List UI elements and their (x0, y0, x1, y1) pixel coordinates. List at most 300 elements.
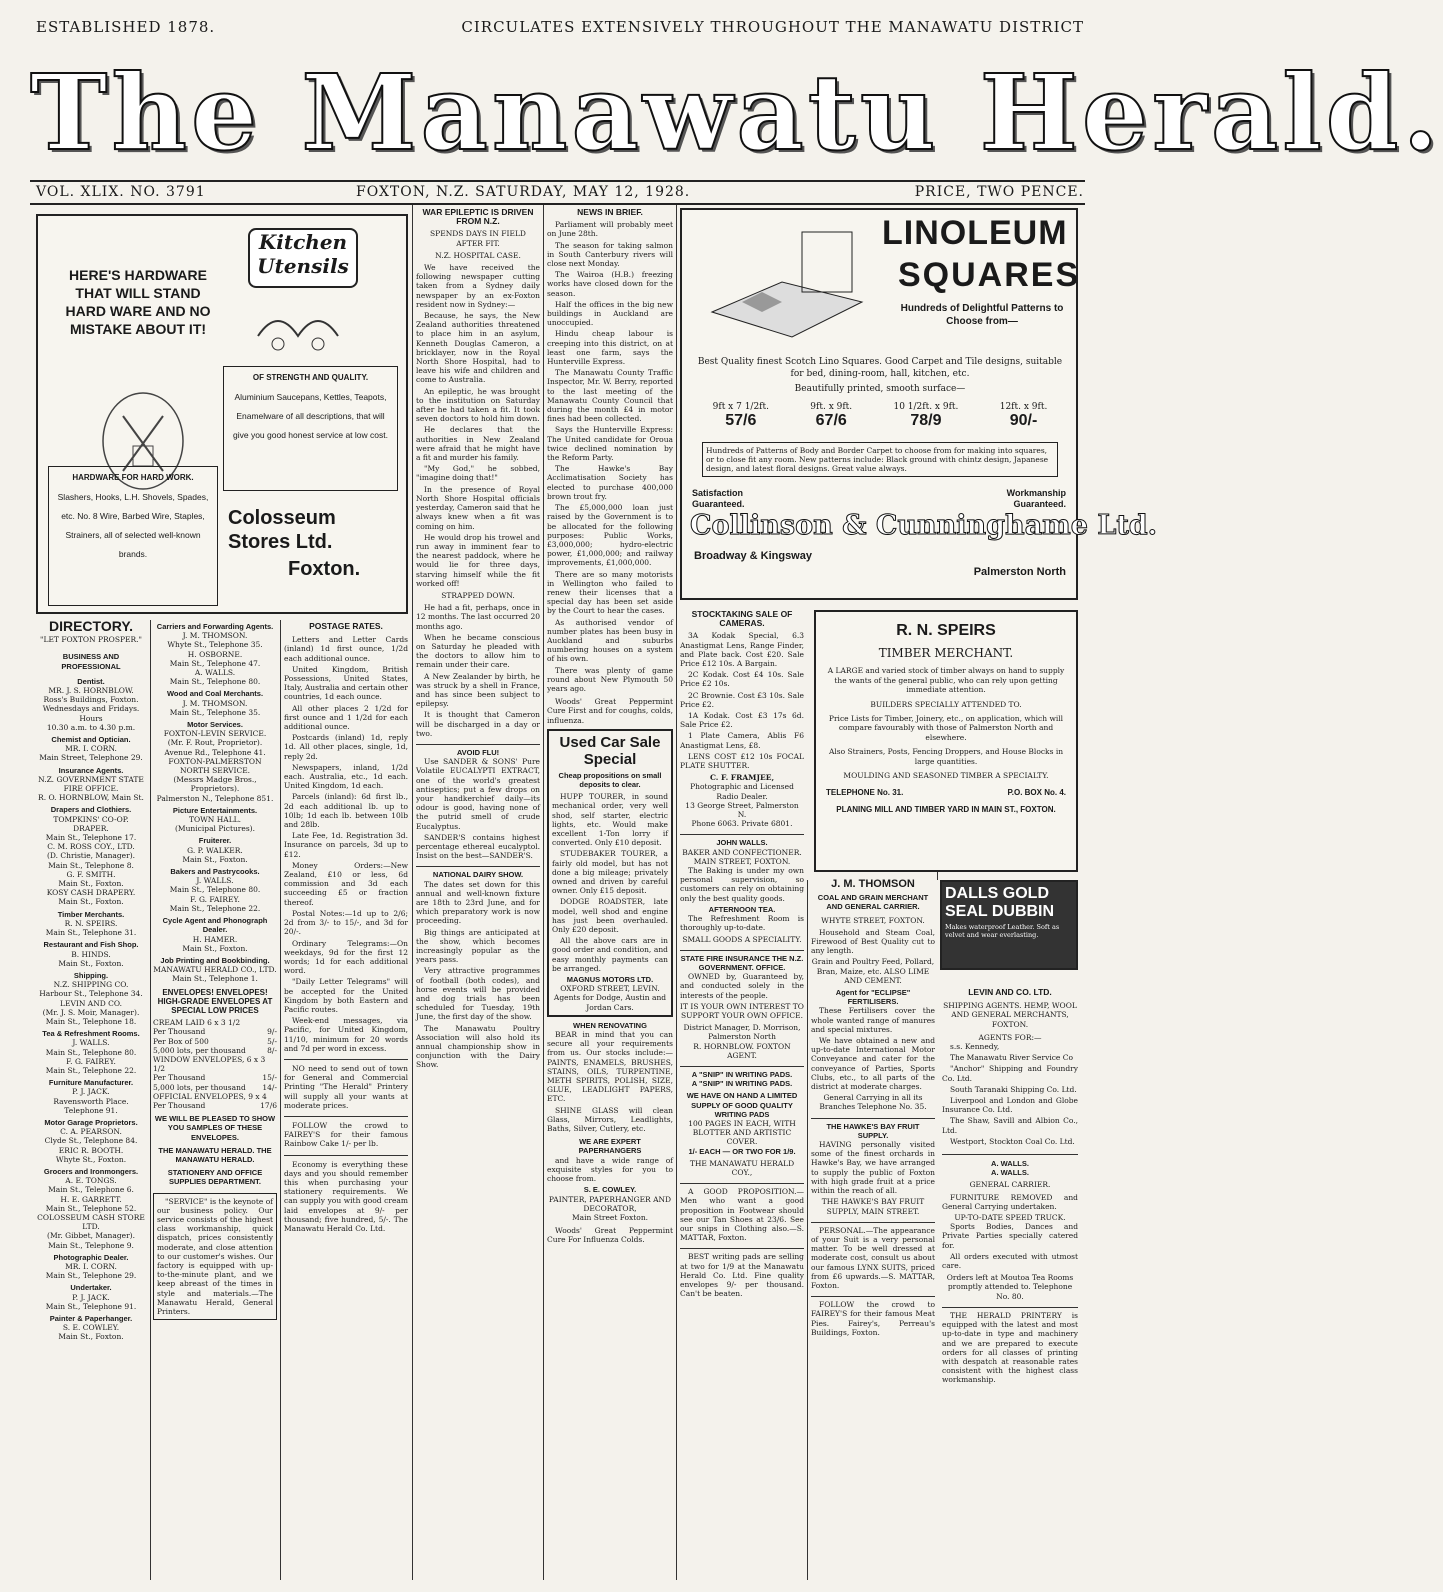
directory-entry (153, 806, 277, 834)
colosseum-name: Colosseum Stores Ltd. (228, 507, 336, 553)
postage-paragraph: "Daily Letter Telegrams" will be accepted for the United Kingdom by both Eastern and Pacific routes. (284, 977, 408, 1014)
news-brief-paragraph: Hindu cheap labour is creeping into this district, on at least one farm, says the Hunterville Express. (547, 329, 673, 367)
directory-entry-line: Main St., Foxton. (182, 854, 248, 864)
john-walls-text: The Baking is under my own personal supervision, so customers can rely on obtaining only the best quality goods. (680, 866, 804, 903)
directory-entry-line: FOXTON-PALMERSTON NORTH SERVICE. (168, 756, 262, 776)
collinson-name: Collinson & Cunninghame Ltd. (690, 510, 1158, 541)
hardware-headline: HERE'S HARDWARE THAT WILL STAND HARD WARE AND NO MISTAKE ABOUT IT! (65, 267, 211, 337)
avoid-flu-title: AVOID FLU! (416, 744, 540, 757)
envelope-price: 8/- (267, 1045, 277, 1055)
directory-entry-line: H. E. GARRETT. (60, 1194, 122, 1204)
levin-agency-item: s.s. Kennedy, (950, 1042, 1000, 1052)
directory-entry-line: H. HAMER. (192, 934, 238, 944)
news-brief-paragraph: Half the offices in the big new buildings in Auckland are unoccupied. (547, 299, 673, 328)
framjee-trade: Photographic and Licensed Radio Dealer. (690, 782, 794, 801)
renovating-title: WHEN RENOVATING (573, 1020, 647, 1030)
directory-entry-heading: Wood and Coal Merchants. (166, 689, 264, 699)
directory-entry-line: MR. I. CORN. (65, 1262, 117, 1271)
directory-column (36, 618, 146, 1587)
news-brief-paragraph: The £5,000,000 loan just raised by the Government is to be allocated for the following purposes: Public Works, £3,000,000; hydro-electric power, £1,000,000; and railway improvements, £1,000,000. (547, 503, 673, 568)
hb-fruit-text: HAVING personally visited some of the finest orchards in Hawke's Bay, we have arranged to supply the public of Foxton with high grade fruit at a price within the reach of all. (811, 1140, 935, 1196)
levin-agency-item: South Taranaki Shipping Co. Ltd. (950, 1084, 1077, 1094)
lino-size: 9ft. x 9ft. (810, 402, 853, 412)
directory-entry-line: F. G. FAIREY. (190, 894, 240, 904)
camera-item: 2C Kodak. Cost £4 10s. Sale Price £2 10s. (680, 670, 804, 689)
directory-entry-heading: Bakers and Pastrycooks. (170, 867, 260, 877)
envelope-price: 17/6 (260, 1100, 277, 1110)
directory-entry-line: Palmerston N., Telephone 851. (156, 793, 274, 803)
hb-fruit-sign: THE HAWKE'S BAY FRUIT SUPPLY, MAIN STREET. (821, 1197, 925, 1216)
epileptic-sub2: N.Z. HOSPITAL CASE. (435, 250, 521, 260)
fairey-cake-notice: FOLLOW the crowd to FAIREY'S for their famous Rainbow Cake 1/- per lb. (284, 1116, 408, 1149)
postage-paragraph: All other places 2 1/2d for first ounce and 1 1/2d for each additional ounce. (284, 703, 408, 732)
camera-item: 1 Plate Camera, Ablis F6 Anastigmat Lens, £8. (680, 731, 804, 750)
directory-entry-line: R. O. HORNBLOW, Main St. (38, 793, 144, 803)
directory-entry-line: Main St., Foxton. (58, 1332, 124, 1342)
envelope-samples: WE WILL BE PLEASED TO SHOW YOU SAMPLES OF THESE ENVELOPES. (154, 1114, 276, 1142)
directory-entry-line: Main St., Telephone 29. (45, 1271, 137, 1281)
news-paragraph: "My God," he sobbed, "imagine doing that!" (416, 464, 540, 483)
thomson-truck: We have obtained a new and up-to-date International Motor Conveyance and cater for the conveyance of Parties, Sports Clubs, etc., to all parts of the district at moderate charges. (811, 1036, 935, 1092)
directory-entry-line: Main St., Telephone 80. (169, 677, 261, 687)
volume-number: VOL. XLIX. NO. 3791 (36, 184, 206, 200)
directory-entry-line: Main St., Telephone 52. (45, 1203, 137, 1213)
levin-agency-item: The Manawatu River Service Co (950, 1053, 1073, 1063)
news-paragraph: He declares that the authorities in New Zealand were afraid that he might have a fit and murder his family. (416, 425, 540, 463)
directory-entry-heading: Carriers and Forwarding Agents. (156, 622, 274, 631)
state-fire-interest: IT IS YOUR OWN INTEREST TO SUPPORT YOUR OWN OFFICE. (680, 1001, 804, 1020)
lino-price-list (692, 398, 1068, 430)
masthead-rule-bottom (30, 203, 1085, 205)
camera-item: LENS COST £12 10s FOCAL PLATE SHUTTER. (680, 751, 804, 771)
news-paragraph: He had a fit, perhaps, once in 12 months. The last occurred 20 months ago. (416, 603, 540, 631)
established-line: ESTABLISHED 1878. (36, 18, 216, 36)
envelope-price-row (153, 1055, 277, 1073)
envelope-item: OFFICIAL ENVELOPES, 9 x 4 (153, 1091, 267, 1101)
directory-entry-line: Main St., Telephone 18. (45, 1016, 137, 1026)
directory-entry-heading: Dentist. (77, 676, 105, 686)
directory-entry (36, 940, 146, 968)
directory-entry-line: J. WALLS. (72, 1038, 110, 1048)
used-car-item: STUDEBAKER TOURER, a fairly old model, but has not done a big mileage; privately owned and driven by careful owner. Only £15 deposit. (552, 849, 668, 896)
directory-entry (153, 720, 277, 803)
envelope-item: Per Thousand (153, 1073, 206, 1083)
envelope-price-row (153, 1046, 277, 1055)
directory-entry-line: (Municipal Pictures). (175, 824, 255, 834)
envelope-price-row (153, 1037, 277, 1046)
directory-entry-line: P. J. JACK. (72, 1292, 110, 1302)
directory-entry (36, 1029, 146, 1075)
directory-entry-line: (Mr. F. Rout, Proprietor). (167, 738, 263, 748)
directory-entry-heading: Painter & Paperhanger. (49, 1314, 133, 1324)
woods-cure-notice: Woods' Great Peppermint Cure First and for coughs, colds, influenza. (547, 697, 673, 725)
used-car-title: Used Car Sale Special (559, 733, 661, 768)
state-fire-title: STATE FIRE INSURANCE THE N.Z. GOVERNMENT. OFFICE. (680, 950, 804, 972)
levin-agency-list (942, 1042, 1078, 1146)
personal-notice: PERSONAL.—The appearance of your Suit is a very personal matter. To be well dressed at moderate cost, consult us about our famous LYNX SUITS, priced from £6 upwards.—S. MATTAR, Foxton. (811, 1222, 935, 1290)
directory-entry-line: Main St., Telephone 6. (48, 1185, 134, 1195)
lino-size: 12ft. x 9ft. (999, 402, 1048, 412)
envelope-item: 5,000 lots, per thousand (153, 1045, 246, 1055)
directory-entry-line: C. A. PEARSON. (60, 1127, 122, 1137)
state-fire-agent: R. HORNBLOW. FOXTON AGENT. (693, 1041, 791, 1060)
thomson-name: J. M. THOMSON (831, 878, 915, 890)
directory-entry-line: Main St., Telephone 47. (169, 658, 261, 668)
news-brief-paragraph: The Wairoa (H.B.) freezing works have closed down for the season. (547, 270, 673, 298)
pads-text: WE HAVE ON HAND A LIMITED SUPPLY OF GOOD QUALITY WRITING PADS (686, 1091, 798, 1119)
directory-entry-line: Main St., Foxton. (58, 879, 124, 889)
john-walls-name: JOHN WALLS. (680, 834, 804, 847)
envelope-price: 14/- (262, 1082, 277, 1092)
pads-price: 1/- EACH — OR TWO FOR 1/9. (688, 1146, 796, 1156)
envelope-price-row (153, 1027, 277, 1036)
price-line: PRICE, TWO PENCE. (914, 184, 1084, 200)
date-line: FOXTON, N.Z. SATURDAY, MAY 12, 1928. (356, 184, 691, 200)
directory-entry-line: FOXTON-LEVIN SERVICE. (163, 729, 267, 739)
directory-entry (36, 1078, 146, 1115)
directory-entry-line: Main St., Telephone 80. (169, 885, 261, 895)
news-brief-body (547, 220, 673, 693)
directory-entry-line: Main St., Telephone 9. (48, 1240, 134, 1250)
lino-price: 67/6 (815, 412, 847, 429)
directory-entry-line: C. M. ROSS COY., LTD. (47, 842, 135, 852)
lino-price: 90/- (1009, 412, 1038, 429)
levin-name: LEVIN AND CO. LTD. (968, 987, 1052, 997)
news-paragraph: When he became conscious on Saturday he pleaded with the doctors to allow him to remain under their care. (416, 632, 540, 670)
lino-title-2: SQUARES (898, 256, 1081, 294)
directory-entry-line: J. M. THOMSON. (182, 631, 248, 641)
linoleum-ad (680, 208, 1158, 600)
john-walls-trade: BAKER AND CONFECTIONER. (682, 847, 802, 857)
column-rule (412, 205, 413, 1580)
lino-title-1: LINOLEUM (882, 214, 1068, 252)
magnus-agents: Agents for Dodge, Austin and Jordan Cars. (553, 993, 667, 1012)
thomson-address: WHYTE STREET, FOXTON. (821, 915, 925, 925)
epileptic-sub1: SPENDS DAYS IN FIELD AFTER FIT. (430, 229, 526, 248)
state-fire-text: OWNED by, Guaranteed by, and conducted solely in the interests of the people. (680, 972, 804, 1000)
collinson-address: Broadway & Kingsway (694, 550, 812, 562)
directory-entry-line: Main St., Telephone 80. (45, 1047, 137, 1057)
envelope-item: CREAM LAID 6 x 3 1/2 (153, 1018, 241, 1028)
hard-work-box (48, 466, 218, 606)
quality-title: OF STRENGTH AND QUALITY. (252, 373, 369, 382)
speirs-mill: PLANING MILL AND TIMBER YARD IN MAIN ST., FOXTON. (836, 805, 1056, 814)
directory-entry-line: A. WALLS. (194, 668, 236, 678)
used-car-list (552, 792, 668, 934)
directory-entry-line: N.Z. SHIPPING CO. (53, 980, 129, 990)
a-walls-1: A. WALLS. (942, 1154, 1078, 1168)
directory-entry-heading: Motor Services. (187, 720, 243, 730)
levin-column (942, 980, 1078, 1586)
postage-paragraph: Late Fee, 1d. Registration 3d. Insurance on parcels, 3d up to £12. (284, 831, 408, 859)
lino-price: 78/9 (910, 412, 942, 429)
directory-entry (36, 910, 146, 938)
directory-entry-heading: Furniture Manufacturer. (48, 1078, 134, 1088)
directory-entry-line: J. WALLS. (196, 876, 234, 886)
directory-entry (36, 1253, 146, 1281)
directory-entry (153, 622, 277, 686)
directory-entry-line: 10.30 a.m. to 4.30 p.m. (46, 722, 136, 732)
cameras-title: STOCKTAKING SALE OF CAMERAS. (691, 609, 793, 629)
directory-entry-line: Main St., Telephone 22. (45, 1065, 137, 1075)
news-brief-paragraph: As authorised vendor of number plates has been busy in Auckland and suburbs numbering houses on a system of his own. (547, 617, 673, 664)
news-paragraph: In the presence of Royal North Shore Hospital officials yesterday, Cameron said that he always knew when a fit was coming on him. (416, 484, 540, 531)
directory-entry-line: Wednesdays and Fridays. Hours (42, 704, 140, 723)
dalls-text: Makes waterproof Leather. Soft as velvet and wear everlasting. (945, 923, 1060, 939)
used-car-footer: All the above cars are in good order and condition, and easy monthly payments can be arranged. (552, 936, 668, 973)
lino-printed: Beautifully printed, smooth surface— (794, 384, 966, 394)
afternoon-tea: AFTERNOON TEA. (708, 904, 776, 914)
dairy-show-title: NATIONAL DAIRY SHOW. (416, 866, 540, 879)
levin-agents: AGENTS FOR:— (978, 1032, 1042, 1042)
pads-title-1: A "SNIP" IN WRITING PADS. (680, 1066, 804, 1079)
paperhangers-title: WE ARE EXPERT PAPERHANGERS (578, 1137, 642, 1156)
newspaper-title: The Manawatu Herald. (30, 51, 1443, 174)
directory-entry-line: ERIC R. BOOTH. (58, 1145, 124, 1155)
directory-entry-line: Main St., Foxton. (58, 958, 124, 968)
postage-paragraph: Ordinary Telegrams:—On weekdays, 9d for the first 12 words; 1d for each additional word. (284, 938, 408, 976)
directory-entry-line: LEVIN AND CO. (60, 998, 122, 1008)
column-rule (543, 205, 544, 1580)
thomson-carrying: General Carrying in all its Branches Telephone No. 35. (819, 1093, 927, 1112)
directory-entry-line: MR. I. CORN. (65, 744, 117, 754)
directory-entry-line: J. M. THOMSON. (182, 698, 248, 708)
magnus-name: MAGNUS MOTORS LTD. (566, 975, 654, 985)
service-notice: "SERVICE" is the keynote of our business policy. Our service consists of the highest class workmanship, quick dispatch, prices consistently moderate, and close attention to our customer's wishes. Our factory is equipped with up-to-the-minute plant, and we keep abreast of the times in style and materials.—The Manawatu Herald, General Printers. (153, 1193, 277, 1321)
directory-entry-heading: Fruiterer. (198, 836, 232, 846)
sports-bodies: Sports Bodies, Dances and Private Parties specially catered for. (942, 1222, 1078, 1250)
lino-size: 10 1/2ft. x 9ft. (893, 402, 959, 412)
directory-entry-line: Whyte St., Telephone 35. (167, 640, 263, 650)
cowley-address: Main Street Foxton. (571, 1212, 649, 1222)
postage-paragraph: Postcards (inland) 1d, reply 1d. All other places, single, 1d, reply 2d. (284, 733, 408, 761)
envelope-item: WINDOW ENVELOPES, 6 x 3 1/2 (153, 1054, 266, 1074)
directory-entry-line: KOSY CASH DRAPERY. (46, 888, 136, 898)
directory-entry-line: (Messrs Madge Bros., Proprietors). (173, 775, 257, 794)
levin-agency-item: The Shaw, Savill and Albion Co., Ltd. (942, 1116, 1078, 1135)
news-brief-paragraph: Parliament will probably meet on June 28th. (547, 220, 673, 239)
used-car-sub: Cheap propositions on small deposits to clear. (558, 770, 662, 789)
news-paragraph: The dates set down for this annual and well-known fixture are 18th to 23rd June, and for which preparatory work is now proceeding. (416, 879, 540, 926)
directory-entry-line: Whyte St., Foxton. (55, 1154, 127, 1164)
envelope-price-row (153, 1083, 277, 1092)
postage-paragraph: Newspapers, inland, 1/2d each. Australia, etc., 1d each. United Kingdom, 1d each. (284, 762, 408, 791)
framjee-name: C. F. FRAMJEE, (709, 773, 775, 783)
satisfaction-label: Satisfaction Guaranteed. (692, 488, 745, 509)
kitchen-utensils-badge: Kitchen Utensils (248, 228, 358, 288)
small-goods: SMALL GOODS A SPECIALITY. (682, 934, 802, 944)
herald-printery-notice: THE HERALD PRINTERY is equipped with the latest and most up-to-date in type and machinery and we are prepared to execute orders for all classes of printing with despatch at reasonable rates consistent with the highest class workmanship. (942, 1307, 1078, 1385)
envelope-price: 15/- (262, 1073, 277, 1083)
directory-entry-heading: Restaurant and Fish Shop. (43, 940, 139, 950)
good-proposition: A GOOD PROPOSITION.—Men who want a good proposition in Footwear should see our Tan Shoes at 23/6. See our snips in Clothing also.—S. MATTAR, Foxton. (680, 1183, 804, 1242)
afternoon-tea-text: The Refreshment Room is thoroughly up-to-date. (680, 914, 804, 933)
envelope-price-list (153, 1018, 277, 1110)
renovating-text: BEAR in mind that you can secure all your requirements from us. Our stocks include:—PAINTS, ENAMELS, BRUSHES, STAINS, OILS, TURPENTINE, METH SPIRITS, POLISH, SIZE, GLUE, LEADLIGHT PAPERS, ETC. (547, 1030, 673, 1104)
directory-entry-line: Ross's Buildings, Foxton. (43, 695, 139, 705)
circulation-line: CIRCULATES EXTENSIVELY THROUGHOUT THE MANAWATU DISTRICT (461, 18, 1084, 36)
directory-entry (153, 689, 277, 717)
directory-entries-2 (153, 622, 277, 984)
collinson-town: Palmerston North (973, 566, 1066, 578)
postage-paragraph: Week-end messages, via Pacific, for United Kingdom, 11/10, minimum for 20 words and 7d per word in excess. (284, 1016, 408, 1053)
john-walls-address: MAIN STREET, FOXTON. (693, 856, 791, 866)
directory-entry-heading: Timber Merchants. (57, 909, 125, 919)
levin-agency-item: "Anchor" Shipping and Foundry Co. Ltd. (942, 1064, 1078, 1083)
lino-price-cell (893, 402, 958, 430)
envelope-price-row (153, 1073, 277, 1082)
directory-entry-line: (Mr. J. S. Moir, Manager). (42, 1007, 140, 1017)
dalls-title: DALLS GOLD SEAL DUBBIN (945, 885, 1055, 920)
news-paragraph: He would drop his trowel and run away in imminent fear to the nearest paddock, where he would lie for three days, starving himself while the fit worked off! (416, 532, 540, 588)
envelope-price-row (153, 1092, 277, 1101)
thomson-text: Household and Steam Coal, Firewood of Best Quality cut to any length. (811, 927, 935, 956)
speirs-also: Also Strainers, Posts, Fencing Droppers, and House Blocks in large quantities. (828, 747, 1064, 766)
directory-entry (153, 916, 277, 953)
printing-notice: NO need to send out of town for General and Commercial Printing "The Herald" Printery will supply all your wants at moderate prices. (284, 1059, 408, 1110)
news-brief-paragraph: The season for taking salmon in South Canterbury rivers will close next Monday. (547, 240, 673, 269)
envelope-item: Per Thousand (153, 1027, 206, 1037)
cowley-trade: PAINTER, PAPERHANGER AND DECORATOR, (548, 1194, 672, 1213)
furniture-removed: FURNITURE REMOVED and General Carrying undertaken. (942, 1192, 1078, 1211)
dalls-ad (940, 880, 1078, 970)
general-carrier: GENERAL CARRIER. (969, 1180, 1051, 1190)
directory-entry-line: H. OSBORNE. (187, 649, 243, 659)
column-rule (676, 205, 677, 1580)
strapped-down-sub: STRAPPED DOWN. (441, 590, 515, 600)
utensils-illustration (248, 296, 348, 356)
speirs-builders: BUILDERS SPECIALLY ATTENDED TO. (870, 699, 1022, 709)
envelopes-subtitle: HIGH-GRADE ENVELOPES AT SPECIAL LOW PRICES (157, 996, 273, 1015)
speirs-phone: TELEPHONE No. 31. (826, 788, 904, 797)
framjee-address: 13 George Street, Palmerston N. (685, 800, 799, 820)
directory-entry (36, 1118, 146, 1164)
postage-title: POSTAGE RATES. (309, 621, 383, 631)
news-paragraph: The Manawatu Poultry Association will also hold its annual championship show in conjunction with the Dairy Show. (416, 1023, 540, 1070)
directory-entry-line: Main St., Telephone 8. (48, 860, 134, 870)
envelope-price-row (153, 1101, 277, 1110)
directory-entry-line: Clyde St., Telephone 84. (44, 1136, 138, 1146)
news-paragraph: An epileptic, he was brought to the institution on Saturday after he had taken a fit. It took seven doctors to hold him down. (416, 386, 540, 424)
cameras-column (680, 610, 804, 1586)
camera-list (680, 631, 804, 770)
magnus-address: OXFORD STREET, LEVIN. (560, 984, 660, 994)
quality-text: Aluminium Saucepans, Kettles, Teapots, Enamelware of all descriptions, that will give you good honest service at low cost. (233, 392, 388, 440)
stationery-dept: STATIONERY AND OFFICE SUPPLIES DEPARTMENT. (167, 1168, 263, 1187)
pads-pages: 100 PAGES IN EACH, WITH BLOTTER AND ARTISTIC COVER. (688, 1118, 796, 1147)
pads-title-2: A "SNIP" IN WRITING PADS. (691, 1079, 793, 1089)
herald-coy: THE MANAWATU HERALD COY., (689, 1158, 795, 1177)
speirs-moulding: MOULDING AND SEASONED TIMBER A SPECIALTY. (843, 771, 1049, 780)
best-pads-notice: BEST writing pads are selling at two for 1/9 at the Manawatu Herald Co. Ltd. Fine quality envelopes 9/- per thousand. Can't be beaten. (680, 1248, 804, 1298)
lino-note: Hundreds of Patterns of Body and Border Carpet to choose from for making into squares, or to close fit any room. New patterns include: Black ground with chintz design, Japanese design, and latest floral designs. Great value always. (702, 442, 1058, 477)
directory-entry (153, 867, 277, 913)
directory-entry-heading: Job Printing and Bookbinding. (160, 955, 270, 965)
news-paragraph: A New Zealander by birth, he was struck by a shell in France, and has since been subject to epilepsy. (416, 671, 540, 709)
news-brief-title: NEWS IN BRIEF. (577, 207, 643, 217)
envelope-item: 5,000 lots, per thousand (153, 1082, 246, 1092)
postage-paragraph: United Kingdom, British Possessions, United States, Italy, Australia and certain other countries, 1d each ounce. (284, 664, 408, 702)
hard-work-title: HARDWARE FOR HARD WORK. (72, 473, 194, 482)
masthead-top (36, 18, 1084, 42)
speirs-prices: Price Lists for Timber, Joinery, etc., on application, which will compare favourably with those of Palmerston North and elsewhere. (828, 713, 1064, 742)
speirs-box: P.O. BOX No. 4. (1007, 788, 1066, 797)
directory-entry (36, 971, 146, 1026)
masthead-rule-top (30, 180, 1085, 182)
directory-entry-heading: Cycle Agent and Phonograph Dealer. (162, 916, 268, 935)
directory-entry-line: Main St., Telephone 17. (45, 833, 137, 843)
envelope-price: 5/- (267, 1036, 277, 1046)
envelope-price: 9/- (267, 1027, 277, 1037)
directory-entry-heading: Chemist and Optician. (51, 735, 131, 745)
directory-entry-line: Harbour St., Telephone 34. (39, 989, 143, 999)
news-column-1 (416, 208, 540, 1586)
directory-entry-line: B. HINDS. (71, 949, 111, 959)
directory-entry-heading: Insurance Agents. (58, 765, 124, 775)
framjee-phone: Phone 6063. Private 6801. (691, 819, 793, 829)
postage-paragraph: Money Orders:—New Zealand, £10 or less, 6d commission and 3d each succeeding £5 or fraction thereof. (284, 860, 408, 907)
directory-entry (153, 836, 277, 864)
directory-title: DIRECTORY. (48, 618, 133, 634)
directory-entry-line: Main St., Telephone 22. (169, 903, 261, 913)
hard-work-text: Slashers, Hooks, L.H. Shovels, Spades, etc. No. 8 Wire, Barbed Wire, Staples, Strainers, all of selected well-known brands. (57, 492, 209, 559)
thomson-grain: Grain and Poultry Feed, Pollard, Bran, Maize, etc. ALSO LIME AND CEMENT. (811, 957, 935, 985)
directory-entry (36, 766, 146, 803)
used-car-item: DODGE ROADSTER, late model, well shod and engine has just been overhauled. Only £20 deposit. (552, 897, 668, 935)
directory-entry-line: S. E. COWLEY. (62, 1323, 120, 1333)
postage-paragraph: Postal Notes:—1d up to 2/6; 2d from 3/- to 15/-, and 3d for 20/-. (284, 908, 408, 937)
directory-entry-line: F. G. FAIREY. (66, 1056, 116, 1066)
quality-box (223, 366, 398, 491)
lino-price-cell (810, 402, 852, 430)
lino-subtitle: Hundreds of Delightful Patterns to Choose from— (900, 303, 1064, 327)
directory-entry (36, 1314, 146, 1342)
levin-agency-item: Liverpool and London and Globe Insurance Co. Ltd. (942, 1096, 1078, 1115)
envelope-item: Per Box of 500 (153, 1036, 209, 1046)
column-rule (280, 620, 281, 1580)
herald-name: THE MANAWATU HERALD. THE MANAWATU HERALD. (158, 1145, 272, 1164)
directory-entry-line: R. N. SPEIRS. (64, 918, 118, 928)
avoid-flu-text: Use SANDER & SONS' Pure Volatile EUCALYPTI EXTRACT, one of the world's greatest antiseptics; put a few drops on your handkerchief daily—its odour is good, having none of the putrid smell of crude Eucalyptus. (416, 757, 540, 831)
cowley-name: S. E. COWLEY. (583, 1185, 637, 1195)
postage-paragraph: Parcels (inland): 6d first lb., 2d each additional lb. up to 10lb; 1d each lb. between 10lb and 28lb. (284, 792, 408, 830)
directory-entry-line: MANAWATU HERALD CO., LTD. (153, 965, 277, 975)
thomson-agent: Agent for "ECLIPSE" FERTILISERS. (835, 988, 911, 1007)
a-walls-2: A. WALLS. (991, 1168, 1029, 1178)
news-brief-paragraph: There are so many motorists in Wellington who failed to renew their licenses that a special day has been set aside by the Court to hear the cases. (547, 569, 673, 616)
speirs-name: R. N. SPEIRS (896, 622, 996, 639)
levin-trade: SHIPPING AGENTS. HEMP, WOOL AND GENERAL MERCHANTS, FOXTON. (943, 1001, 1077, 1029)
directory-entry-line: Ravensworth Place. Telephone 91. (53, 1096, 129, 1115)
directory-entry-heading: Undertaker. (70, 1283, 112, 1293)
directory-subtitle: BUSINESS AND PROFESSIONAL (61, 652, 121, 671)
directory-entry-line: Main St., Telephone 1. (172, 974, 258, 984)
lino-price: 57/6 (725, 412, 757, 429)
lino-price-cell (1000, 402, 1048, 430)
directory-entry-line: P. J. JACK. (72, 1087, 110, 1097)
lino-price-cell (713, 402, 769, 430)
orders-left: Orders left at Moutoa Tea Rooms promptly attended to. Telephone No. 80. (946, 1273, 1074, 1301)
directory-entry-heading: Tea & Refreshment Rooms. (42, 1029, 140, 1039)
directory-entry-line: A. E. TONGS. (65, 1176, 117, 1186)
envelope-price-row (153, 1018, 277, 1027)
state-fire-manager: District Manager, D. Morrison, Palmerston North (683, 1023, 801, 1042)
thomson-column (811, 880, 935, 1586)
column-rule (150, 620, 151, 1580)
directory-entry-heading: Picture Entertainments. (172, 805, 258, 815)
directory-entry-line: G. F. SMITH. (66, 869, 116, 879)
directory-entry-line: N.Z. GOVERNMENT STATE FIRE OFFICE. (38, 774, 144, 794)
